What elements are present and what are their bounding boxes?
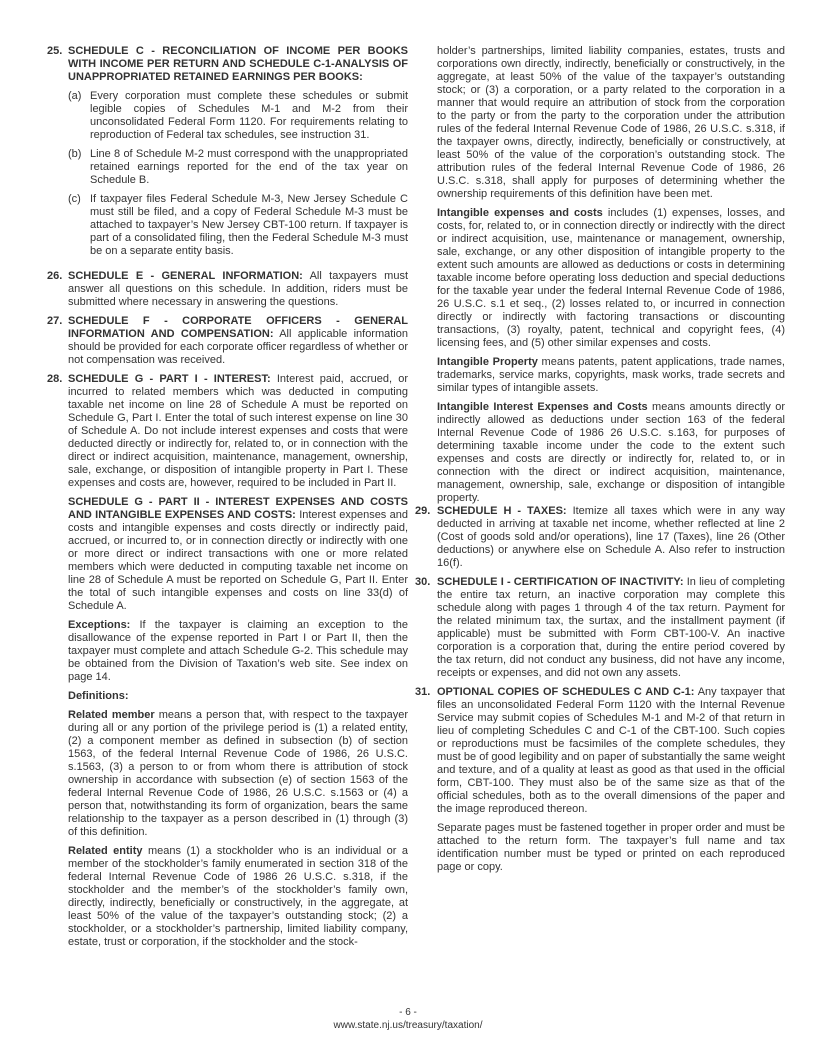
item-body-text: All applicable information should be provided for each corporate officer regardless of whether or not compensation was received.	[68, 328, 408, 366]
exceptions-paragraph	[68, 619, 408, 684]
instruction-item-25	[47, 45, 408, 264]
item-heading: SCHEDULE F - CORPORATE OFFICERS - GENERAL INFORMATION AND COMPENSATION:	[68, 315, 408, 340]
definition-text: means amounts directly or indirectly allowed as deductions under section 163 of the federal Internal Revenue Code of 1986 26 U.S.C. s.163, for purposes of determining taxable income under the code to the extent such expenses and costs are directly or indirectly for, related to, or in connection with the direct or indirect acquisition, maintenance, management, ownership, sale, exchange or disposition of intangible property.	[437, 401, 785, 504]
instruction-item-26	[47, 270, 408, 309]
page-body	[47, 45, 785, 955]
definition-paragraph-intangible-expenses	[437, 207, 785, 350]
definition-paragraph-related-entity	[68, 845, 408, 949]
definition-paragraph-intangible-interest	[437, 401, 785, 505]
item-content	[437, 686, 785, 874]
section-body-text: Interest expenses and costs and intangible expenses and costs directly or indirectly paid, accrued, or incurred to, or in connection directly or indirectly with one or more direct or indirect transactions with one or more related members which were deducted in computing taxable net income on line 28 of Schedule A must be reported on Schedule G, Part II. Enter the total of such intangible expenses and costs on line 33(d) of Schedule A.	[68, 509, 408, 612]
item-content	[68, 45, 408, 264]
item-number: 26.	[47, 270, 63, 282]
definitions-heading	[68, 690, 408, 703]
exceptions-text: If the taxpayer is claiming an exception to the disallowance of the expense reported in Part I or Part II, then the taxpayer must complete and attach Schedule G-2. This schedule may be obtained from the Division of Taxation’s web site. See index on page 14.	[68, 619, 408, 683]
exceptions-label: Exceptions:	[68, 619, 131, 631]
item-number: 25.	[47, 45, 63, 57]
section-heading: SCHEDULE G - PART II - INTEREST EXPENSES AND COSTS AND INTANGIBLE EXPENSES AND COSTS:	[68, 496, 408, 521]
page-number: - 6 -	[399, 1007, 417, 1018]
item-heading: SCHEDULE E - GENERAL INFORMATION:	[68, 270, 303, 282]
continuation-paragraph	[437, 45, 785, 201]
subitem-label: (b)	[68, 148, 82, 160]
item-number: 27.	[47, 315, 63, 327]
subitem-label: (c)	[68, 193, 81, 205]
continuation-text: holder’s partnerships, limited liability companies, estates, trusts and corporations own directly, indirectly, beneficially or constructively, in the aggregate, at least 50% of the value of the taxpayer’s outstanding stock; or (3) a corporation, or a party related to the corporation in a manner that would require an attribution of stock from the corporation to the party or from the party to the corporation under the attribution rules of the federal Internal Revenue Code of 1986, 26 U.S.C. s.318, if the taxpayer owns, directly, indirectly, beneficially or constructively, at least 50% of the value of the corporation’s outstanding stock. The attribution rules of the federal Internal Revenue Code of 1986, 26 U.S.C. s.318, shall apply for purposes of determining whether the ownership requirements of this definition have been met.	[437, 45, 785, 200]
definition-paragraph-related-member	[68, 709, 408, 839]
subitem-a	[68, 90, 408, 142]
definition-paragraph-intangible-property	[437, 356, 785, 395]
item-heading: SCHEDULE C - RECONCILIATION OF INCOME PER BOOKS WITH INCOME PER RETURN AND SCHEDULE C-1-ANALYSIS OF UNAPPROPRIATED RETAINED EARNINGS PER BOOKS:	[68, 45, 408, 83]
subitem-text: Every corporation must complete these schedules or submit legible copies of Schedules M-1 and M-2 from their unconsolidated Federal Form 1120. For requirements relating to reproduction of Federal tax schedules, see instruction 31.	[90, 90, 408, 141]
page-footer	[0, 1006, 816, 1032]
additional-text: Separate pages must be fastened together in proper order and must be attached to the return form. The taxpayer’s full name and tax identification number must be typed or printed on each reproduced page or copy.	[437, 822, 785, 873]
item-content	[68, 315, 408, 367]
definition-term: Related entity	[68, 845, 143, 857]
item-body-text: In lieu of completing the entire tax return, an inactive corporation may complete this schedule along with pages 1 through 4 of the tax return. Payment for the related minimum tax, the surtax, and the installment payment (if applicable) must be submitted with Form CBT-100-V. An inactive corporation is a corporation that, during the entire period covered by the tax return, did not conduct any business, did not have any income, receipts or expenses, and did not own any assets.	[437, 576, 785, 679]
column-hanging-content	[437, 45, 785, 505]
item-number: 29.	[415, 505, 431, 517]
subitem-text: If taxpayer files Federal Schedule M-3, New Jersey Schedule C must still be filed, and a copy of Federal Schedule M-3 must be attached to taxpayer’s New Jersey CBT-100 return. If taxpayer is part of a consolidated filing, then the Federal Schedule M-3 must be on a separate entity basis.	[90, 193, 408, 257]
right-column	[415, 45, 785, 955]
instruction-item-31	[415, 686, 785, 874]
item-content	[68, 270, 408, 309]
subitem-c	[68, 193, 408, 258]
instruction-item-29	[415, 505, 785, 570]
definitions-label: Definitions:	[68, 690, 129, 702]
item-heading: SCHEDULE I - CERTIFICATION OF INACTIVITY:	[437, 576, 684, 588]
item-content	[437, 505, 785, 570]
item-body-text: Interest paid, accrued, or incurred to related members which was deducted in computing taxable net income on line 28 of Schedule A must be reported on Schedule G, Part I. Enter the total of such interest expense on line 30 of Schedule A. Do not include interest expenses and costs that were deducted directly or indirectly for, related to, or in connection with the direct or indirect acquisition, maintenance, management, ownership, sale, exchange, or disposition of intangible property in Part I. These expenses and costs are, however, required to be included in Part II.	[68, 373, 409, 489]
item-content	[68, 373, 408, 949]
item-number: 28.	[47, 373, 63, 385]
definition-text: means a person that, with respect to the taxpayer during all or any portion of the privilege period is (1) a related entity, (2) a component member as defined in subsection (b) of section 1563, of the federal Internal Revenue Code of 1986, 26 U.S.C. s.1563, (3) a person to or from whom there is attribution of stock ownership in accordance with subsection (e) of section 1563 of the federal Internal Revenue Code of 1986, 26 U.S.C. s.1563 or (4) a person that, notwithstanding its form of organization, bears the same relationship to the taxpayer as a person described in (1) through (3) of this definition.	[68, 709, 408, 838]
subitem-label: (a)	[68, 90, 82, 102]
instruction-item-28	[47, 373, 408, 949]
item-content	[437, 576, 785, 680]
definition-text: means patents, patent applications, trade names, trademarks, service marks, copyrights, mask works, trade secrets and similar types of intangible assets.	[437, 356, 785, 394]
item-heading: SCHEDULE G - PART I - INTEREST:	[68, 373, 271, 385]
definition-term: Related member	[68, 709, 155, 721]
instruction-item-27	[47, 315, 408, 367]
subitem-b	[68, 148, 408, 187]
left-column	[47, 45, 408, 955]
subitem-text: Line 8 of Schedule M-2 must correspond with the unappropriated retained earnings reported for the end of the tax year on Schedule B.	[90, 148, 408, 186]
footer-url: www.state.nj.us/treasury/taxation/	[333, 1020, 483, 1031]
item-body-text: Itemize all taxes which were in any way deducted in arriving at taxable net income, whether reflected at line 2 (Cost of goods sold and/or operations), line 17 (Taxes), line 26 (Other deductions) or anywhere else on Schedule A. Also refer to instruction 16(f).	[437, 505, 785, 569]
item-number: 30.	[415, 576, 431, 588]
schedule-g-part2-paragraph	[68, 496, 408, 613]
definition-term: Intangible Property	[437, 356, 538, 368]
item-number: 31.	[415, 686, 431, 698]
definition-term: Intangible expenses and costs	[437, 207, 603, 219]
definition-text: means (1) a stockholder who is an individual or a member of the stockholder’s family enumerated in section 318 of the federal Internal Revenue Code of 1986 26 U.S.C. s.318, if the stockholder and the member’s of the stockholder’s family own, directly, indirectly, beneficially or constructively, in the aggregate, at least 50% of the value of the taxpayer’s outstanding stock; (2) a stockholder, or a stockholder’s partnership, limited liability company, estate, trust or corporation, if the stockholder and the stock-	[68, 845, 408, 948]
item-heading: OPTIONAL COPIES OF SCHEDULES C AND C-1:	[437, 686, 695, 698]
additional-paragraph	[437, 822, 785, 874]
item-heading: SCHEDULE H - TAXES:	[437, 505, 567, 517]
item-body-text: All taxpayers must answer all questions on this schedule. In addition, riders must be submitted where necessary in answering the questions.	[68, 270, 409, 308]
definition-text: includes (1) expenses, losses, and costs, for, related to, or in connection directly or indirectly with the direct or indirect acquisition, use, maintenance or management, ownership, sale, exchange, or any other disposition of intangible property to the extent such amounts are allowed as deductions or costs in determining taxable income before operating loss deduction and special deductions for the taxable year under the federal Internal Revenue Code of 1986, 26 U.S.C. s.1 et seq., (2) losses related to, or incurred in connection directly or indirectly with factoring transactions or discounting transactions, (3) royalty, patent, technical and copyright fees, (4) licensing fees, and (5) other similar expenses and costs.	[437, 207, 785, 349]
definition-term: Intangible Interest Expenses and Costs	[437, 401, 648, 413]
instruction-item-30	[415, 576, 785, 680]
item-body-text: Any taxpayer that files an unconsolidated Federal Form 1120 with the Internal Revenue Service may submit copies of Schedules M-1 and M-2 of that return in lieu of completing Schedules C and C-1 of the CBT-100. Such copies or reproductions must be facsimiles of the complete schedules, they must be of good legibility and on paper of substantially the same weight and texture, and of a quality at least as good as that used in the official form, CBT-100. They must also be of the same size as that of the official schedules, both as to the overall dimensions of the paper and the image reproduced thereon.	[437, 686, 785, 815]
